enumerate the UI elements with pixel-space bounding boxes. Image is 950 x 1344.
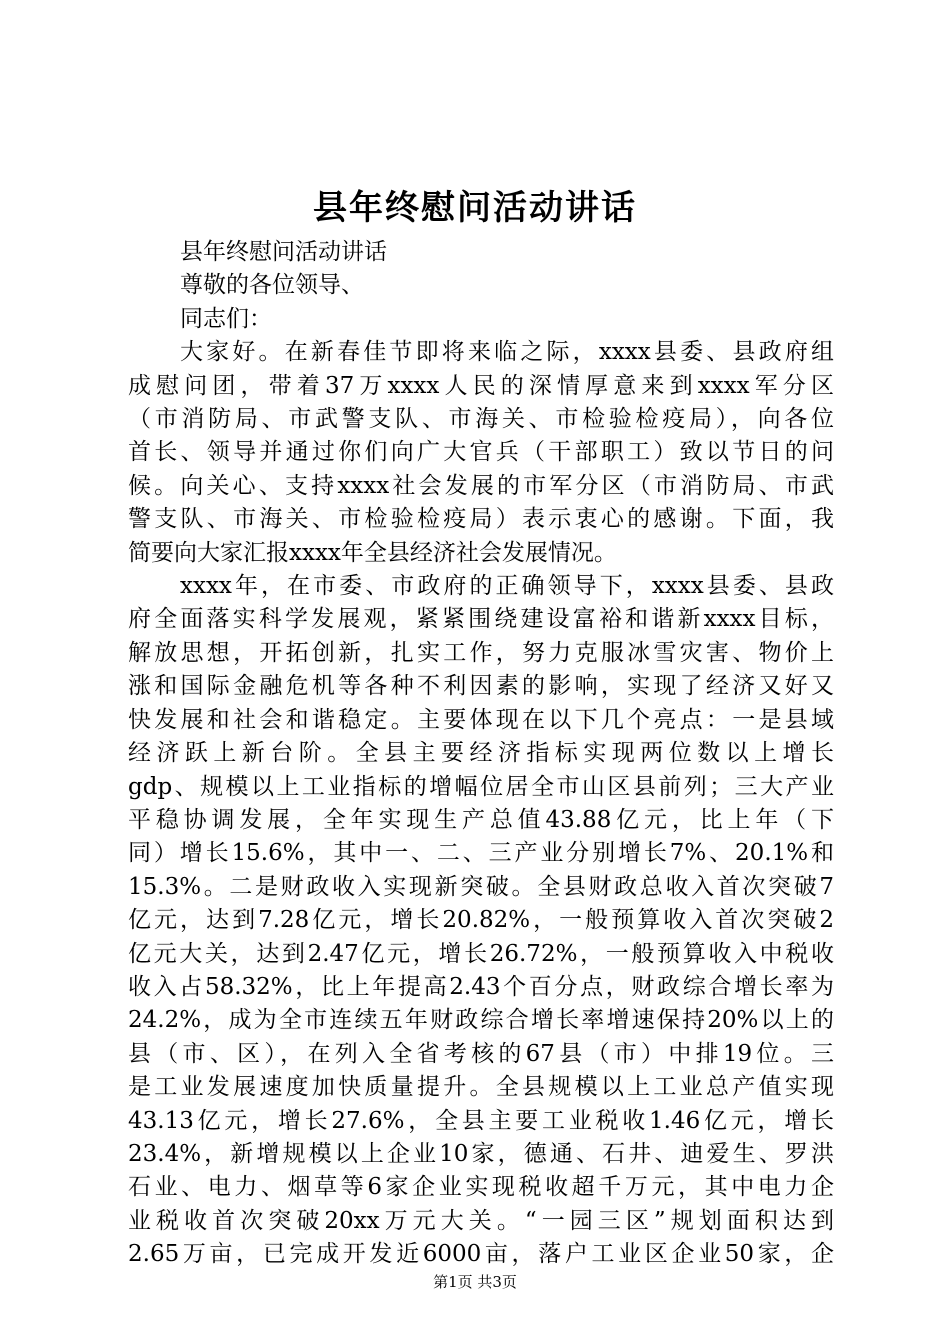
text-line: （市消防局、市武警支队、市海关、市检验检疫局），向各位 <box>128 406 834 433</box>
text-line: 简要向大家汇报xxxx年全县经济社会发展情况。 <box>128 539 617 566</box>
text-line: xxxx年，在市委、市政府的正确领导下，xxxx县委、县政 <box>180 573 834 600</box>
text-line: 是工业发展速度加快质量提升。全县规模以上工业总产值实现 <box>128 1074 834 1101</box>
text-line: 县年终慰问活动讲话 <box>180 239 387 265</box>
page-footer: 第1页 共3页 <box>433 1273 517 1291</box>
text-line: 警支队、市海关、市检验检疫局）表示衷心的感谢。下面，我 <box>128 506 834 533</box>
text-line: 尊敬的各位领导、 <box>180 272 364 299</box>
text-line: 涨和国际金融危机等各种不利因素的影响，实现了经济又好又 <box>128 673 834 700</box>
text-line: 24.2%，成为全市连续五年财政综合增长率增速保持20%以上的 <box>128 1007 834 1034</box>
text-line: 石业、电力、烟草等6家企业实现税收超千万元，其中电力企 <box>128 1174 834 1201</box>
text-line: 经济跃上新台阶。全县主要经济指标实现两位数以上增长 <box>128 740 834 767</box>
text-line: 同）增长15.6%，其中一、二、三产业分别增长7%、20.1%和 <box>128 840 834 867</box>
text-line: 2.65万亩，已完成开发近6000亩，落户工业区企业50家，企 <box>128 1241 834 1268</box>
text-line: 府全面落实科学发展观，紧紧围绕建设富裕和谐新xxxx目标， <box>128 606 834 633</box>
text-line: 业税收首次突破20xx万元大关。“一园三区”规划面积达到 <box>128 1207 834 1234</box>
text-line: 43.13亿元，增长27.6%，全县主要工业税收1.46亿元，增长 <box>128 1107 834 1134</box>
text-line: 亿元，达到7.28亿元，增长20.82%，一般预算收入首次突破2 <box>128 907 834 934</box>
text-line: 23.4%，新增规模以上企业10家，德通、石井、迪爱生、罗洪 <box>128 1140 834 1167</box>
document-body <box>128 236 834 1272</box>
text-line: 县（市、区），在列入全省考核的67县（市）中排19位。三 <box>128 1040 834 1067</box>
text-line: 快发展和社会和谐稳定。主要体现在以下几个亮点：一是县域 <box>128 706 834 733</box>
text-line: 大家好。在新春佳节即将来临之际，xxxx县委、县政府组 <box>180 339 834 366</box>
text-line: 平稳协调发展，全年实现生产总值43.88亿元，比上年（下 <box>128 806 834 833</box>
text-line: 候。向关心、支持xxxx社会发展的市军分区（市消防局、市武 <box>128 472 834 499</box>
text-line: gdp、规模以上工业指标的增幅位居全市山区县前列；三大产业 <box>128 773 834 800</box>
text-line: 收入占58.32%，比上年提高2.43个百分点，财政综合增长率为 <box>128 973 834 1000</box>
text-line: 成慰问团，带着37万xxxx人民的深情厚意来到xxxx军分区 <box>128 372 834 399</box>
text-line: 同志们： <box>180 305 272 332</box>
text-line: 15.3%。二是财政收入实现新突破。全县财政总收入首次突破7 <box>128 873 834 900</box>
text-line: 首长、领导并通过你们向广大官兵（干部职工）致以节日的问 <box>128 439 834 466</box>
document-title: 县年终慰问活动讲话 <box>313 188 637 228</box>
text-line: 解放思想，开拓创新，扎实工作，努力克服冰雪灾害、物价上 <box>128 639 834 666</box>
text-line: 亿元大关，达到2.47亿元，增长26.72%，一般预算收入中税收 <box>128 940 834 967</box>
